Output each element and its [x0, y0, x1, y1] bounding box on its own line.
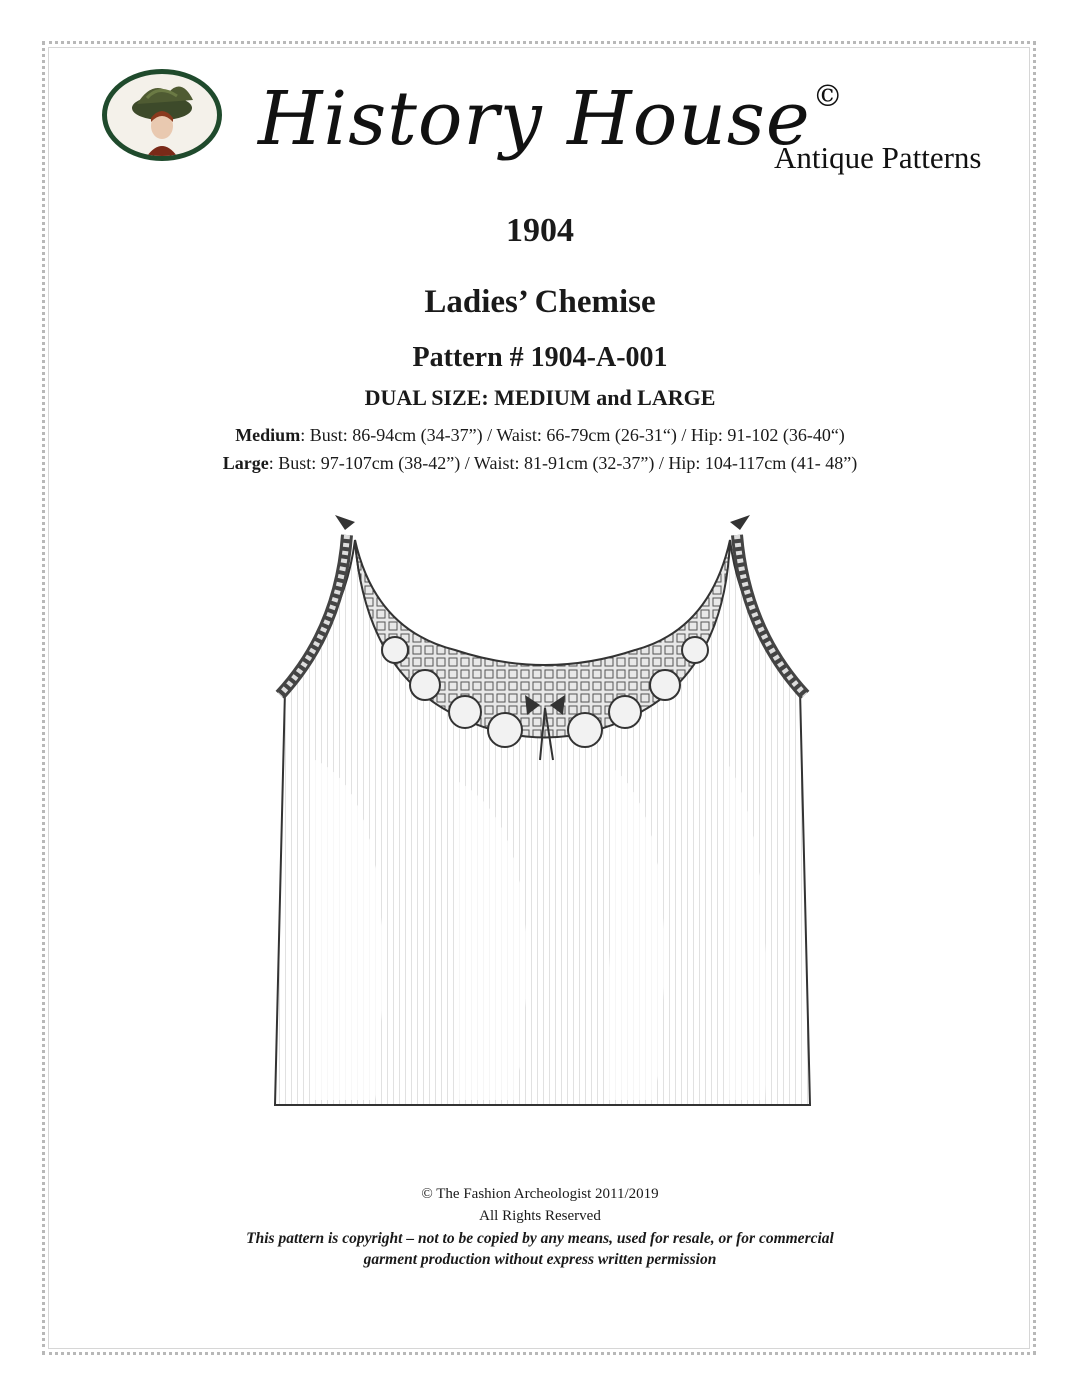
- brand-copyright-mark: ©: [812, 79, 844, 114]
- brand-name-text: History House: [258, 76, 811, 162]
- chemise-illustration: [255, 500, 845, 1112]
- size-measurements: : Bust: 86-94cm (34-37”) / Waist: 66-79cm (26-31“) / Hip: 91-102 (36-40“): [300, 425, 845, 445]
- size-measurements: : Bust: 97-107cm (38-42”) / Waist: 81-91cm (32-37”) / Hip: 104-117cm (41- 48”): [268, 453, 858, 473]
- size-label: Medium: [235, 425, 301, 445]
- size-label: Large: [222, 453, 269, 473]
- pattern-number: Pattern # 1904-A-001: [412, 342, 668, 373]
- dual-size-heading: DUAL SIZE: MEDIUM and LARGE: [364, 385, 716, 410]
- footer-notice-line1: This pattern is copyright – not to be copied by any means, used for resale, or for commercial: [246, 1230, 834, 1247]
- footer-copyright: © The Fashion Archeologist 2011/2019: [421, 1186, 659, 1202]
- pattern-title: Ladies’ Chemise: [424, 284, 656, 320]
- brand-name: [258, 76, 844, 162]
- size-large: [0, 453, 1080, 474]
- logo-portrait-icon: [102, 69, 222, 161]
- size-medium: [0, 425, 1080, 446]
- portrait-illustration: [107, 74, 217, 156]
- pattern-year: 1904: [506, 212, 574, 249]
- footer-notice-line2: garment production without express written permission: [363, 1251, 717, 1268]
- brand-subtitle: Antique Patterns: [774, 140, 982, 175]
- footer-rights: All Rights Reserved: [479, 1208, 601, 1224]
